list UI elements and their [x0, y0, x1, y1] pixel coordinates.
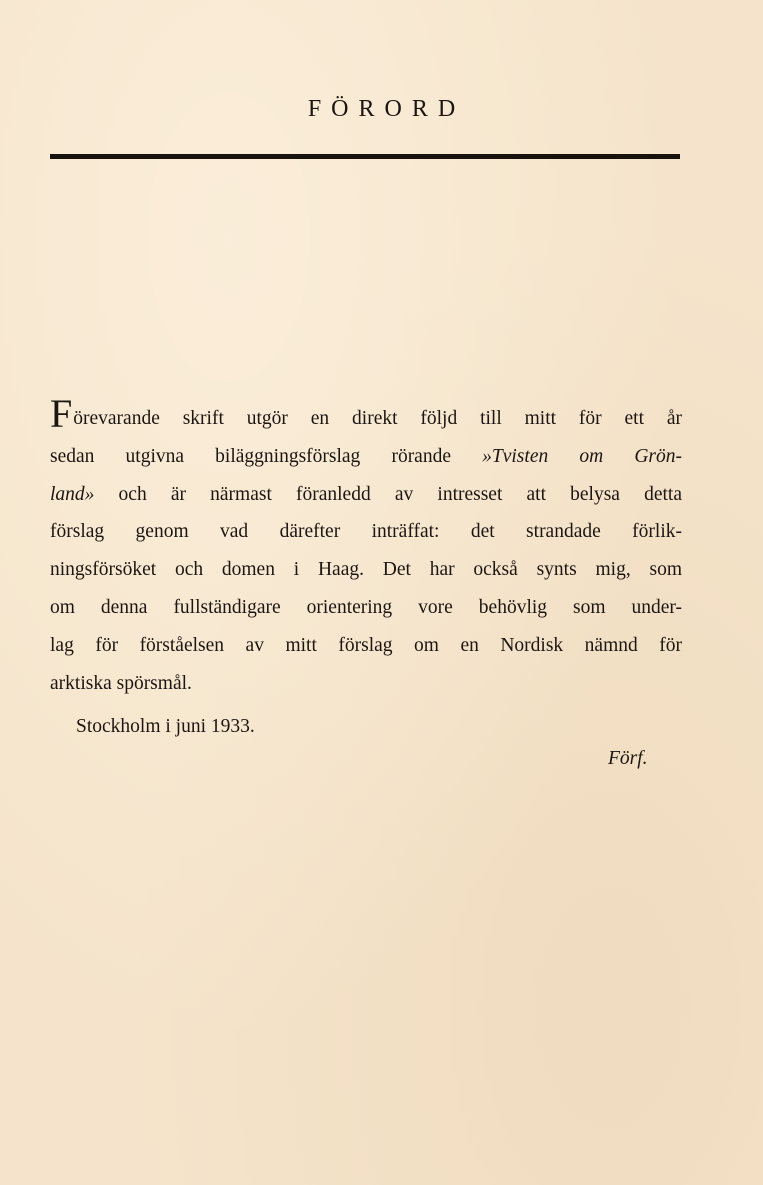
place-and-date: Stockholm i juni 1933.: [76, 716, 255, 737]
author-signature: Förf.: [608, 748, 648, 769]
paragraph-line-3: [50, 476, 682, 514]
heading-rule: [50, 154, 680, 159]
paragraph-line-2: [50, 438, 682, 476]
paragraph-line-6: om denna fullständigare orientering vore behövlig som under-: [50, 596, 682, 618]
paragraph-line-5: ningsförsöket och domen i Haag. Det har också synts mig, som: [50, 559, 682, 581]
paragraph-line-8: arktiska spörsmål.: [50, 672, 192, 694]
preface-paragraph: [50, 391, 682, 702]
page-heading: FÖRORD: [307, 96, 466, 122]
line-2-text: sedan utgivna biläggningsförslag rörande: [50, 445, 483, 467]
line-1-text: örevarande skrift utgör en direkt följd till mitt för ett år: [73, 408, 682, 429]
paragraph-line-7: lag för förståelsen av mitt förslag om en Nordisk nämnd för: [50, 634, 682, 656]
line-3-italic-title: land»: [50, 483, 95, 505]
paragraph-line-1: [50, 391, 682, 438]
drop-initial: F: [50, 391, 73, 436]
line-2-italic-title: »Tvisten om Grön-: [482, 445, 682, 467]
paragraph-line-4: förslag genom vad därefter inträffat: det strandade förlik-: [50, 521, 682, 543]
line-3-text: och är närmast föranledd av intresset att belysa detta: [94, 483, 682, 505]
